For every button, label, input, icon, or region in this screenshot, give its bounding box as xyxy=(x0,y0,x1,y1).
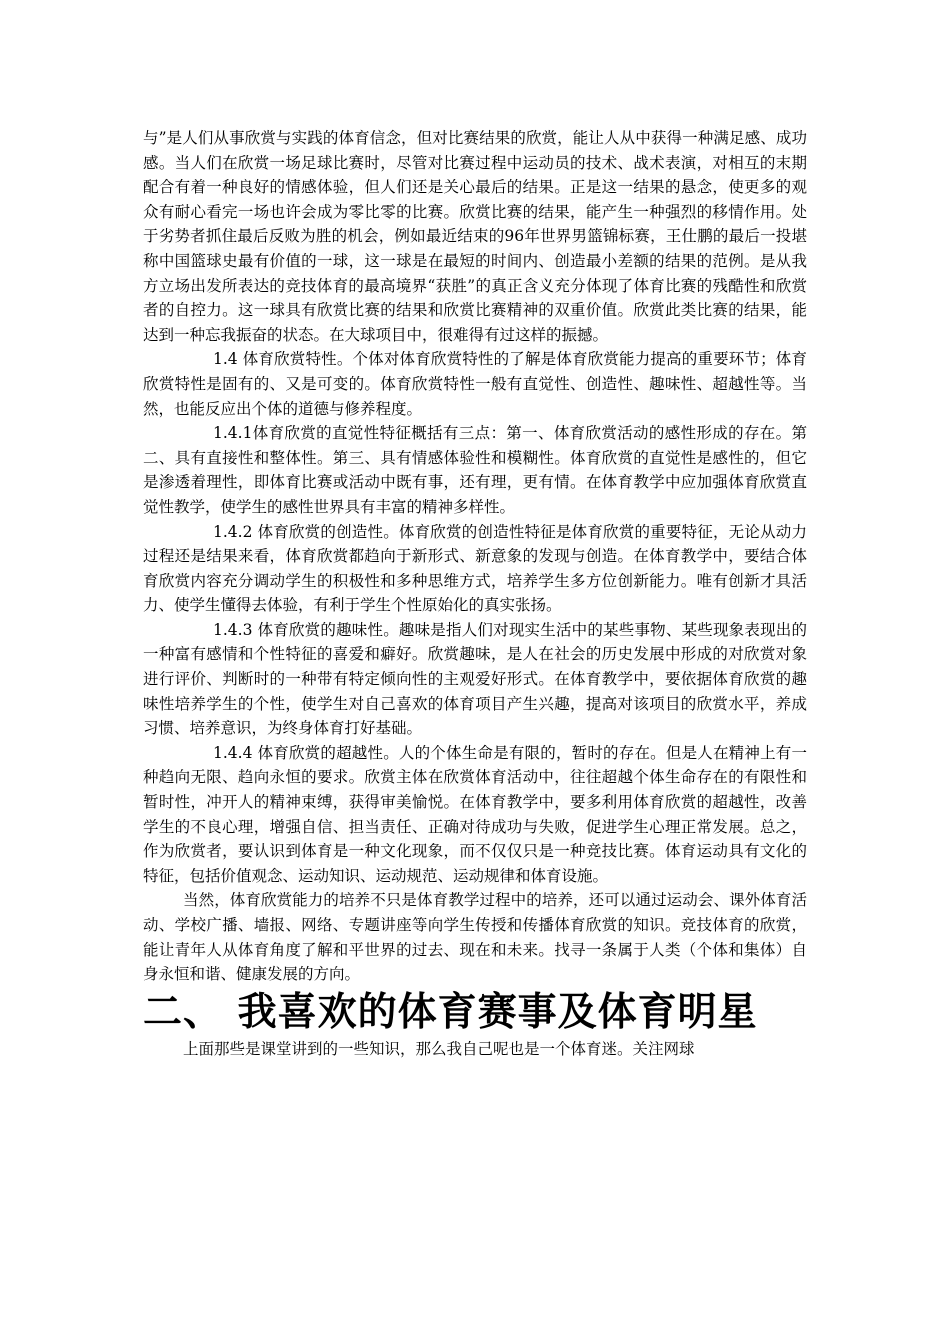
paragraph-1-4-1: 1.4.1体育欣赏的直觉性特征概括有三点：第一、体育欣赏活动的感性形成的存在。第二、具有直接性和整体性。第三、具有情感体验性和模糊性。体育欣赏的直觉性是感性的，但它是渗透着理性，即体育比赛或活动中既有事，还有理，更有情。在体育教学中应加强体育欣赏直觉性教学，使学生的感性世界具有丰富的精神多样性。 xyxy=(143,424,807,516)
paragraph-1-4: 1.4 体育欣赏特性。个体对体育欣赏特性的了解是体育欣赏能力提高的重要环节；体育欣赏特性是固有的、又是可变的。体育欣赏特性一般有直觉性、创造性、趣味性、超越性等。当然，也能反应出个体的道德与修养程度。 xyxy=(143,350,807,418)
paragraph-continuation: 与”是人们从事欣赏与实践的体育信念，但对比赛结果的欣赏，能让人从中获得一种满足感、成功感。当人们在欣赏一场足球比赛时，尽管对比赛过程中运动员的技术、战术表演，对相互的末期配合有着一种良好的情感体验，但人们还是关心最后的结果。正是这一结果的悬念，使更多的观众有耐心看完一场也许会成为零比零的比赛。欣赏比赛的结果，能产生一种强烈的移情作用。处于劣势者抓住最后反败为胜的机会，例如最近结束的96年世界男篮锦标赛，王仕鹏的最后一投堪称中国篮球史最有价值的一球，这一球是在最短的时间内、创造最小差额的结果的范例。是从我方立场出发所表达的竞技体育的最高境界“获胜”的真正含义充分体现了体育比赛的残酷性和欣赏者的自控力。这一球具有欣赏比赛的结果和欣赏比赛精神的双重价值。欣赏此类比赛的结果，能达到一种忘我振奋的状态。在大球项目中，很难得有过这样的振撼。 xyxy=(143,129,807,344)
paragraph-conclusion: 当然，体育欣赏能力的培养不只是体育教学过程中的培养，还可以通过运动会、课外体育活动、学校广播、墙报、网络、专题讲座等向学生传授和传播体育欣赏的知识。竞技体育的欣赏，能让青年人从体育角度了解和平世界的过去、现在和未来。找寻一条属于人类（个体和集体）自身永恒和谐、健康发展的方向。 xyxy=(143,891,807,984)
paragraph-1-4-4: 1.4.4 体育欣赏的超越性。人的个体生命是有限的，暂时的存在。但是人在精神上有一种趋向无限、趋向永恒的要求。欣赏主体在欣赏体育活动中，往往超越个体生命存在的有限性和暂时性，冲开人的精神束缚，获得审美愉悦。在体育教学中，要多利用体育欣赏的超越性，改善学生的不良心理，增强自信、担当责任、正确对待成功与失败，促进学生心理正常发展。总之，作为欣赏者，要认识到体育是一种文化现象，而不仅仅只是一种竞技比赛。体育运动具有文化的特征，包括价值观念、运动知识、运动规范、运动规律和体育设施。 xyxy=(143,743,807,885)
document-body xyxy=(143,126,807,1061)
section-heading: 二、 我喜欢的体育赛事及体育明星 xyxy=(143,989,758,1035)
paragraph-intro: 上面那些是课堂讲到的一些知识，那么我自己呢也是一个体育迷。关注网球 xyxy=(183,1039,695,1058)
paragraph-1-4-3: 1.4.3 体育欣赏的趣味性。趣味是指人们对现实生活中的某些事物、某些现象表现出的一种富有感情和个性特征的喜爱和癖好。欣赏趣味，是人在社会的历史发展中形成的对欣赏对象进行评价、判断时的一种带有特定倾向性的主观爱好形式。在体育教学中，要依据体育欣赏的趣味性培养学生的个性，使学生对自己喜欢的体育项目产生兴趣，提高对该项目的欣赏水平，养成习惯、培养意识，为终身体育打好基础。 xyxy=(143,620,807,738)
paragraph-1-4-2: 1.4.2 体育欣赏的创造性。体育欣赏的创造性特征是体育欣赏的重要特征，无论从动力过程还是结果来看，体育欣赏都趋向于新形式、新意象的发现与创造。在体育教学中，要结合体育欣赏内容充分调动学生的积极性和多种思维方式，培养学生多方位创新能力。唯有创新才具活力、使学生懂得去体验，有利于学生个性原始化的真实张扬。 xyxy=(143,522,807,615)
